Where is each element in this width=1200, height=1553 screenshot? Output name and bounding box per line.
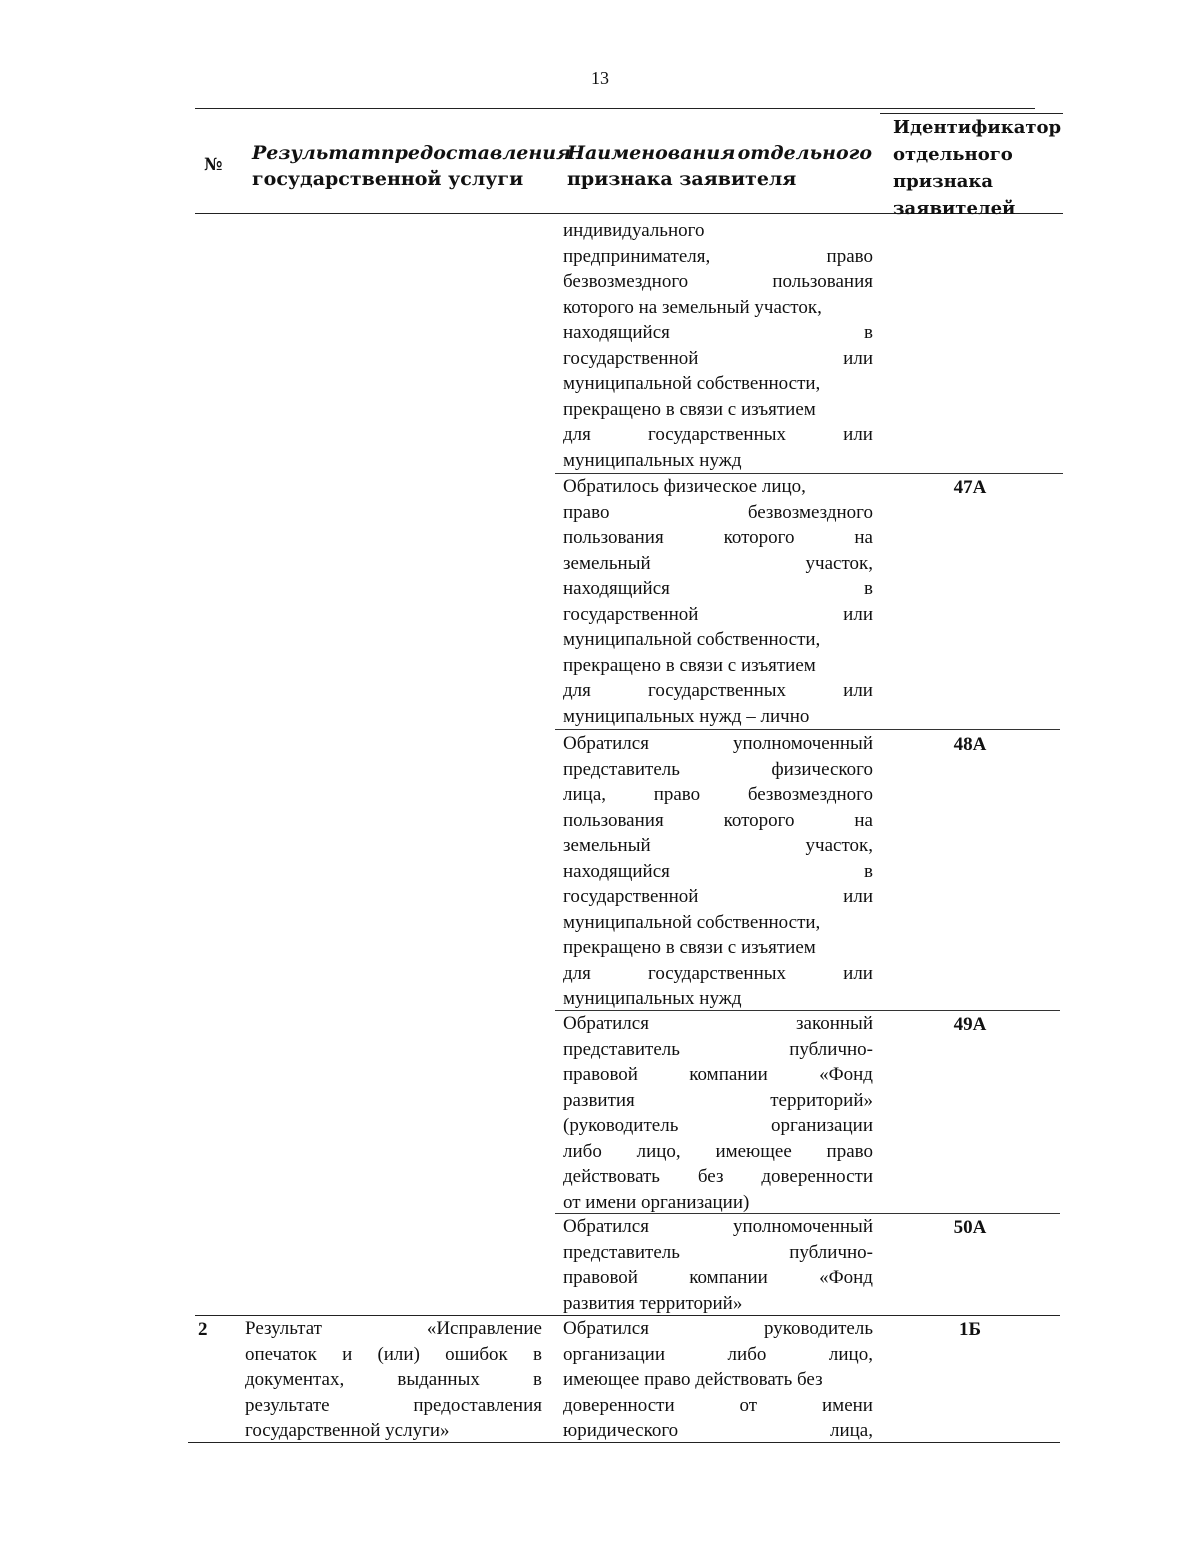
text-line: [563, 602, 873, 628]
text-word: право: [826, 1140, 873, 1162]
header-result-word: предоставления: [380, 142, 572, 164]
applicant-attribute-cell: [563, 1011, 873, 1215]
row-separator: [555, 729, 1060, 730]
text-word: предоставления: [413, 1394, 542, 1416]
text-line: [563, 910, 873, 936]
text-line: [563, 1190, 873, 1216]
text-word: прекращено в связи с изъятием: [563, 654, 816, 676]
header-result: [252, 140, 572, 192]
text-word: либо: [727, 1343, 767, 1365]
text-word: прекращено в связи с изъятием: [563, 937, 816, 958]
text-word: государственной услуги»: [245, 1420, 450, 1441]
text-line: [563, 1139, 873, 1165]
text-word: безвозмездного: [747, 784, 873, 805]
text-word: (руководитель: [563, 1115, 679, 1136]
identifier-cell: 47А: [953, 477, 987, 498]
text-line: [563, 422, 873, 448]
text-line: [563, 1316, 873, 1342]
identifier-cell: 1Б: [958, 1319, 982, 1340]
text-word: «Фонд: [819, 1267, 873, 1288]
text-word: муниципальной собственности,: [563, 373, 821, 394]
text-word: либо: [563, 1140, 602, 1162]
text-word: развития территорий»: [563, 1292, 743, 1314]
text-word: которого: [723, 527, 795, 548]
text-word: выданных: [397, 1369, 480, 1390]
text-word: юридического: [563, 1420, 679, 1441]
text-line: [563, 371, 873, 397]
text-line: [563, 808, 873, 834]
text-line: [563, 1164, 873, 1190]
text-word: муниципальных нужд: [563, 449, 742, 471]
text-word: без: [697, 1166, 724, 1187]
text-word: уполномоченный: [733, 1216, 873, 1237]
text-word: которого: [723, 809, 795, 831]
text-word: право: [826, 245, 873, 267]
identifier-cell: 50А: [953, 1217, 987, 1238]
text-line: [563, 1240, 873, 1266]
text-word: земельный: [563, 552, 651, 574]
text-word: участок,: [805, 552, 873, 574]
text-line: [563, 397, 873, 423]
identifier-cell: 49А: [953, 1014, 987, 1035]
text-line: [563, 731, 873, 757]
applicant-attribute-cell: [563, 474, 873, 729]
text-word: доверенности: [563, 1394, 675, 1416]
text-word: находящийся: [563, 322, 670, 343]
text-word: компании: [689, 1267, 768, 1288]
text-word: в: [533, 1369, 542, 1390]
text-word: муниципальной собственности,: [563, 629, 821, 650]
text-word: организации: [563, 1343, 666, 1365]
row-number: 2: [198, 1319, 208, 1340]
text-word: земельный: [563, 835, 651, 856]
header-id-line: признака: [893, 171, 994, 192]
text-word: или: [843, 680, 873, 701]
text-line: [563, 833, 873, 859]
header-identifier: [893, 114, 1063, 222]
text-line: [245, 1367, 542, 1393]
text-word: муниципальных нужд: [563, 988, 742, 1009]
text-word: или: [843, 886, 873, 907]
text-word: государственной: [563, 603, 699, 625]
text-word: Обратился: [563, 733, 649, 754]
text-line: [245, 1342, 542, 1368]
text-word: безвозмездного: [747, 501, 873, 523]
text-word: право: [653, 784, 701, 805]
text-word: муниципальных нужд – лично: [563, 705, 810, 727]
text-word: Обратился: [563, 1013, 649, 1034]
text-line: [563, 1088, 873, 1114]
text-word: лицо,: [828, 1343, 873, 1365]
text-line: [563, 1418, 873, 1444]
text-word: государственной: [563, 886, 699, 907]
text-line: [563, 1342, 873, 1368]
text-word: лица,: [829, 1420, 873, 1441]
text-word: государственных: [648, 424, 787, 445]
text-word: Обратился: [563, 1318, 649, 1339]
text-word: руководитель: [763, 1318, 873, 1339]
text-word: имени: [822, 1394, 873, 1416]
text-word: индивидуального: [563, 220, 705, 241]
text-line: [563, 500, 873, 526]
text-word: организации: [770, 1115, 873, 1136]
text-word: физического: [771, 758, 873, 780]
text-word: государственной: [563, 347, 699, 369]
text-word: публично-: [789, 1038, 873, 1060]
text-word: или: [843, 424, 873, 445]
text-word: результате: [245, 1394, 330, 1416]
text-word: представитель: [563, 1241, 680, 1263]
text-word: право: [563, 501, 610, 523]
text-word: для: [563, 962, 591, 984]
header-result-word: Результат: [252, 142, 381, 164]
text-line: [563, 551, 873, 577]
header-number: №: [204, 155, 223, 175]
applicant-attribute-cell: [563, 1316, 873, 1444]
table-top-rule: [195, 108, 1035, 109]
text-line: [563, 1291, 873, 1317]
text-word: участок,: [805, 835, 873, 856]
text-line: [563, 1214, 873, 1240]
text-word: территорий»: [770, 1089, 873, 1111]
text-word: для: [563, 680, 591, 701]
text-line: [563, 884, 873, 910]
text-line: [563, 757, 873, 783]
text-word: от: [739, 1394, 758, 1416]
text-word: имеющее: [715, 1140, 792, 1162]
text-word: пользования: [563, 809, 664, 831]
identifier-cell: 48А: [953, 734, 987, 755]
text-line: [563, 859, 873, 885]
text-word: опечаток: [245, 1343, 317, 1365]
text-word: пользования: [563, 527, 664, 548]
text-word: лица,: [563, 784, 607, 805]
text-word: уполномоченный: [733, 733, 873, 754]
header-id-line: отдельного: [893, 144, 1013, 165]
text-line: [245, 1393, 542, 1419]
text-line: [563, 986, 873, 1012]
text-word: «Исправление: [426, 1318, 542, 1339]
text-word: в: [864, 322, 873, 343]
applicant-attribute-cell: [563, 1214, 873, 1316]
header-applicant-attribute: [567, 140, 872, 192]
text-word: развития: [563, 1089, 635, 1111]
text-word: государственных: [648, 962, 787, 984]
text-word: прекращено в связи с изъятием: [563, 398, 816, 420]
text-line: [563, 474, 873, 500]
text-line: [563, 1011, 873, 1037]
text-line: [563, 627, 873, 653]
text-word: «Фонд: [819, 1064, 873, 1085]
text-word: правовой: [563, 1064, 638, 1085]
text-word: или: [843, 962, 873, 984]
text-word: в: [532, 1343, 542, 1365]
text-word: Обратилось физическое лицо,: [563, 476, 806, 497]
result-cell: [245, 1316, 542, 1444]
text-word: государственных: [648, 680, 787, 701]
text-word: для: [563, 424, 591, 445]
text-line: [563, 346, 873, 372]
text-word: находящийся: [563, 860, 670, 882]
header-result-line2: государственной услуги: [252, 168, 524, 190]
text-line: [563, 1062, 873, 1088]
text-line: [563, 1113, 873, 1139]
text-word: (или): [377, 1343, 420, 1365]
text-word: действовать: [563, 1166, 660, 1187]
text-line: [563, 678, 873, 704]
text-word: на: [854, 527, 873, 548]
text-word: или: [843, 347, 873, 369]
text-word: документах,: [245, 1369, 345, 1390]
text-line: [563, 704, 873, 730]
text-line: [563, 961, 873, 987]
text-word: которого на земельный участок,: [563, 296, 822, 318]
text-word: ошибок: [445, 1343, 508, 1365]
text-word: Результат: [245, 1318, 322, 1339]
text-line: [563, 1367, 873, 1393]
text-line: [563, 269, 873, 295]
text-word: лицо,: [636, 1140, 681, 1162]
text-word: законный: [796, 1013, 873, 1034]
text-word: Обратился: [563, 1216, 649, 1237]
header-name-word: Наименования: [567, 142, 736, 164]
text-line: [563, 448, 873, 474]
page-number: 13: [591, 68, 609, 88]
text-line: [245, 1418, 542, 1444]
header-name-line2: признака заявителя: [567, 168, 797, 190]
text-word: или: [843, 603, 873, 625]
header-id-line: заявителей: [893, 198, 1016, 219]
text-word: находящийся: [563, 578, 670, 599]
text-word: публично-: [789, 1241, 873, 1263]
text-word: безвозмездного: [563, 271, 689, 292]
text-line: [563, 576, 873, 602]
text-word: правовой: [563, 1267, 638, 1288]
text-line: [563, 1037, 873, 1063]
text-line: [563, 1393, 873, 1419]
header-id-line: Идентификатор: [893, 117, 1062, 138]
applicant-attribute-cell: [563, 731, 873, 1012]
text-word: в: [864, 860, 873, 882]
text-line: [563, 525, 873, 551]
text-line: [563, 782, 873, 808]
text-word: муниципальной собственности,: [563, 911, 821, 933]
text-word: от имени организации): [563, 1191, 750, 1213]
header-name-word: отдельного: [737, 142, 872, 164]
text-word: представитель: [563, 1038, 680, 1060]
text-word: на: [854, 809, 873, 831]
text-word: доверенности: [761, 1166, 873, 1187]
text-line: [563, 320, 873, 346]
text-word: компании: [689, 1064, 768, 1085]
text-line: [563, 295, 873, 321]
text-word: представитель: [563, 758, 680, 780]
text-word: предпринимателя,: [563, 245, 711, 267]
text-line: [563, 244, 873, 270]
text-line: [563, 1265, 873, 1291]
text-line: [563, 653, 873, 679]
applicant-attribute-cell: [563, 218, 873, 473]
text-line: [563, 218, 873, 244]
text-line: [245, 1316, 542, 1342]
text-word: и: [342, 1343, 353, 1365]
text-line: [563, 935, 873, 961]
text-word: имеющее право действовать без: [563, 1369, 823, 1390]
text-word: в: [864, 578, 873, 599]
text-word: пользования: [772, 271, 873, 292]
